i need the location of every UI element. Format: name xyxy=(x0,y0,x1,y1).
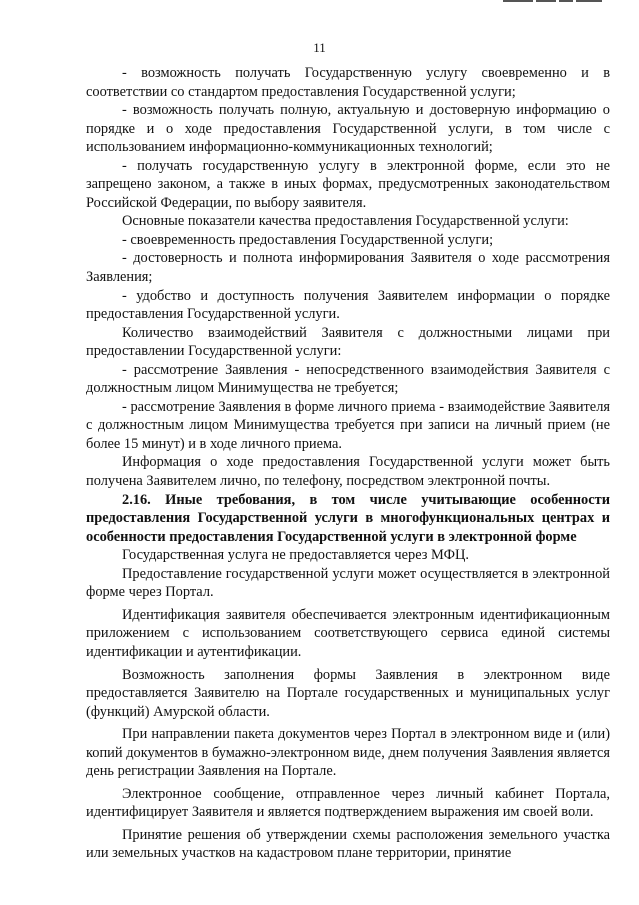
paragraph-16: Возможность заполнения формы Заявления в электронном виде предоставляется Заявителю на Портале государственных и муниципальных услуг (функций) Амурской области. xyxy=(86,666,610,720)
paragraph-19: Принятие решения об утверждении схемы расположения земельного участка или земельных участков на кадастровом плане территории, принятие xyxy=(86,826,610,862)
paragraph-2: - возможность получать полную, актуальную и достоверную информацию о порядке и о ходе предоставления Государственной услуги, в том числе с использованием информационно-коммуникационных технологий; xyxy=(86,102,610,156)
paragraph-4: Основные показатели качества предоставления Государственной услуги: xyxy=(122,213,569,230)
paragraph-7: - удобство и доступность получения Заявителем информации о порядке предоставления Государственной услуги. xyxy=(86,287,610,323)
paragraph-3: - получать государственную услугу в электронной форме, если это не запрещено законом, а также в иных формах, предусмотренных законодательством Российской Федерации, по выбору заявителя. xyxy=(86,157,610,211)
paragraph-8: Количество взаимодействий Заявителя с должностными лицами при предоставлении Государственной услуги: xyxy=(86,324,610,360)
paragraph-10: - рассмотрение Заявления в форме личного приема - взаимодействие Заявителя с должностным лицом Минимущества требуется при записи на личный прием (не более 15 минут) и в ходе личного приема. xyxy=(86,398,610,452)
paragraph-6: - достоверность и полнота информирования Заявителя о ходе рассмотрения Заявления; xyxy=(86,250,610,286)
section-heading: 2.16. Иные требования, в том числе учитывающие особенности предоставления Государственной услуги в многофункциональных центрах и особенности предоставления Государственной услуги в электронной форме xyxy=(86,491,610,545)
paragraph-13: Государственная услуга не предоставляется через МФЦ. xyxy=(122,547,470,564)
document-body xyxy=(86,64,610,863)
paragraph-15: Идентификация заявителя обеспечивается электронным идентификационным приложением с использованием соответствующего сервиса единой системы идентификации и аутентификации. xyxy=(86,606,610,660)
paragraph-14: Предоставление государственной услуги может осуществляется в электронной форме через Портал. xyxy=(86,565,610,601)
paragraph-11: Информация о ходе предоставления Государственной услуги может быть получена Заявителем лично, по телефону, посредством электронной почты. xyxy=(86,454,610,490)
paragraph-9: - рассмотрение Заявления - непосредственного взаимодействия Заявителя с должностным лицом Минимущества не требуется; xyxy=(86,361,610,397)
page-number: 11 xyxy=(313,40,326,55)
paragraph-5: - своевременность предоставления Государственной услуги; xyxy=(122,231,494,248)
paragraph-17: При направлении пакета документов через Портал в электронном виде и (или) копий документов в бумажно-электронном виде, днем получения Заявления является день регистрации Заявления на Портале. xyxy=(86,726,610,780)
scan-top-marks xyxy=(503,0,603,4)
paragraph-1: - возможность получать Государственную услугу своевременно и в соответствии со стандартом предоставления Государственной услуги; xyxy=(86,65,610,100)
paragraph-18: Электронное сообщение, отправленное через личный кабинет Портала, идентифицирует Заявителя и является подтверждением выражения им своей воли. xyxy=(86,785,610,821)
